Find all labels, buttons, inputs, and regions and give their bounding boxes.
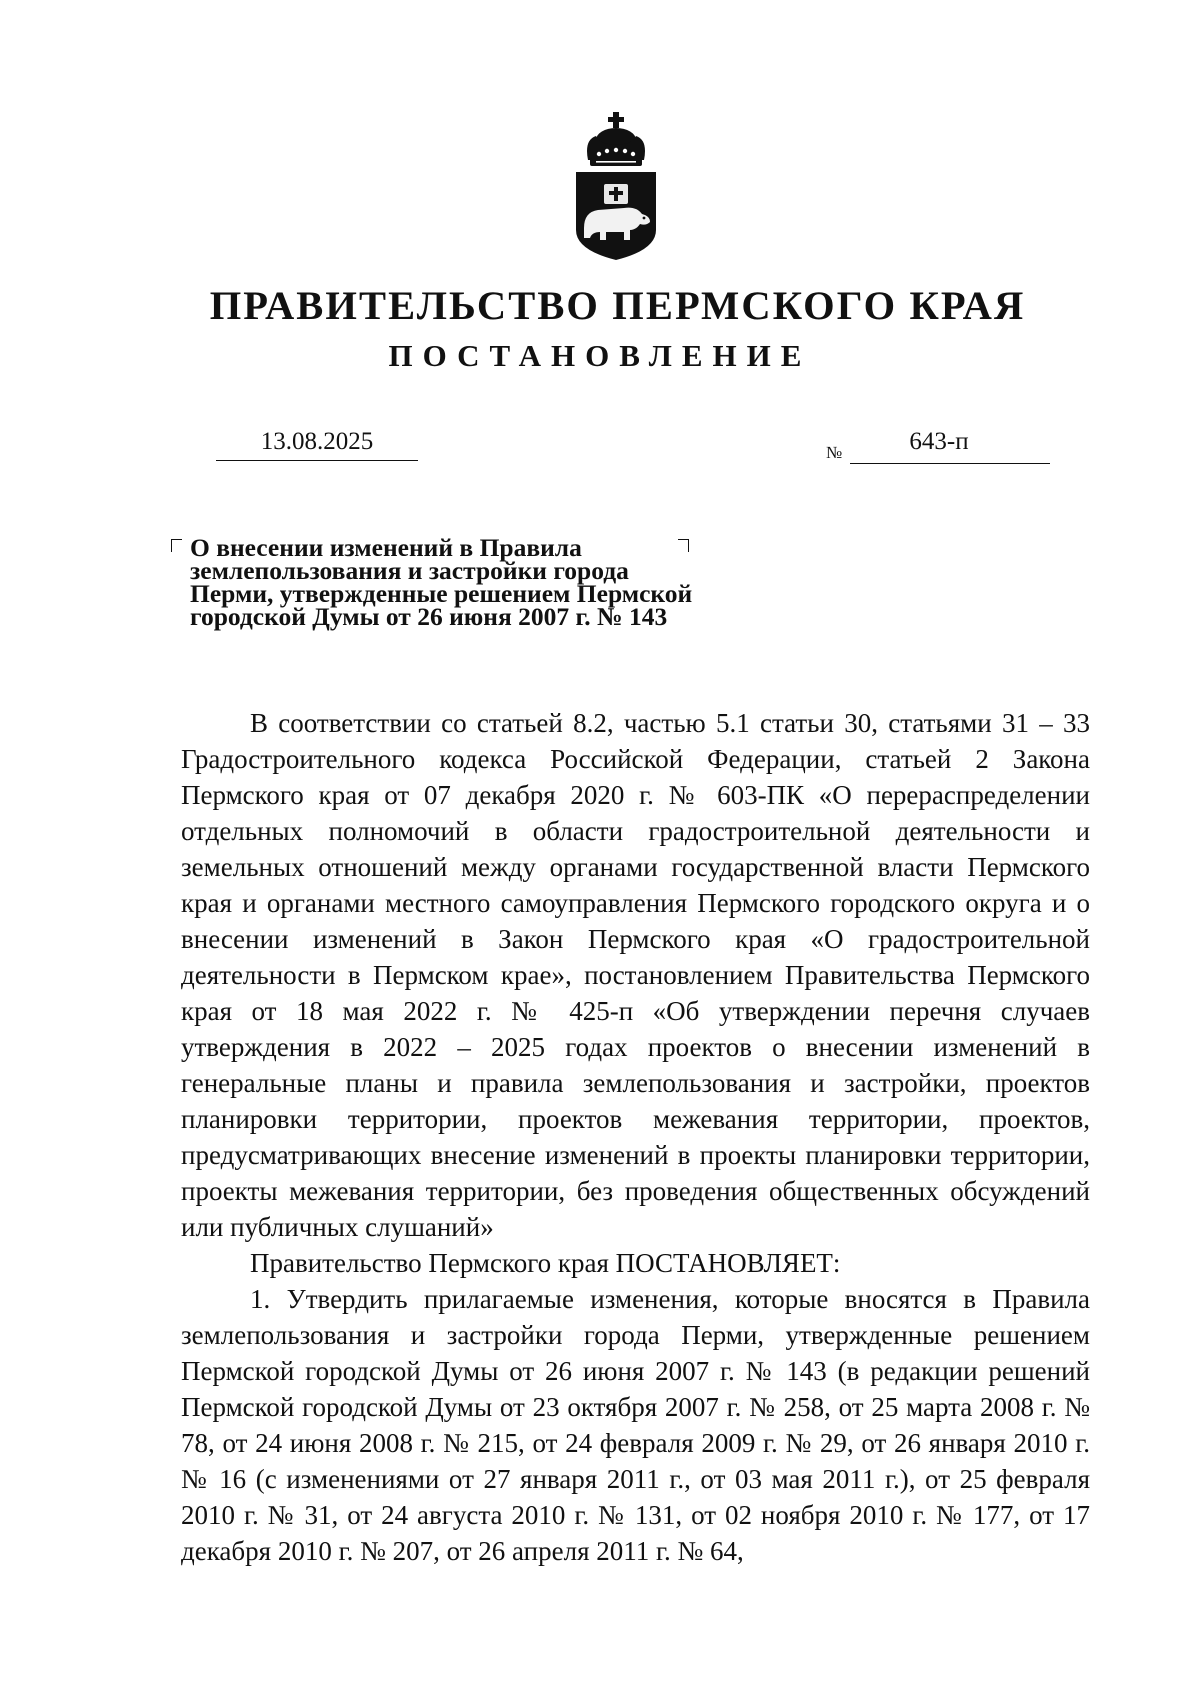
- document-type-title: ПОСТАНОВЛЕНИЕ: [388, 338, 812, 373]
- subject-corner-left: [171, 539, 182, 552]
- government-title: ПРАВИТЕЛЬСТВО ПЕРМСКОГО КРАЯ: [209, 283, 1026, 328]
- document-number: 643-п: [850, 421, 1050, 464]
- subject-line: Перми, утвержденные решением Пермской: [190, 579, 693, 608]
- perm-krai-coat-of-arms-icon: [566, 110, 666, 262]
- subject-line: землепользования и застройки города: [190, 556, 629, 585]
- item-1-paragraph: 1. Утвердить прилагаемые изменения, которые вносятся в Правила землепользования и застройки города Перми, утвержденные решением Пермской городской Думы от 26 июня 2007 г. № 143 (в редакции решений Пермской городской Думы от 23 октября 2007 г. № 258, от 25 марта 2008 г. № 78, от 24 июня 2008 г. № 215, от 24 февраля 2009 г. № 29, от 26 января 2010 г. № 16 (с изменениями от 27 января 2011 г., от 03 мая 2011 г.), от 25 февраля 2010 г. № 31, от 24 августа 2010 г. № 131, от 02 ноября 2010 г. № 177, от 17 декабря 2010 г. № 207, от 26 апреля 2011 г. № 64,: [181, 1284, 1090, 1566]
- number-sign: №: [826, 443, 843, 462]
- subject-line: О внесении изменений в Правила: [190, 533, 582, 562]
- document-subject: [190, 533, 790, 631]
- decree-paragraph: Правительство Пермского края ПОСТАНОВЛЯЕТ:: [250, 1248, 841, 1278]
- document-date: 13.08.2025: [216, 424, 418, 461]
- preamble-paragraph: В соответствии со статьей 8.2, частью 5.1 статьи 30, статьями 31 – 33 Градостроительного кодекса Российской Федерации, статьей 2 Закона Пермского края от 07 декабря 2020 г. № 603-ПК «О перераспределении отдельных полномочий в области градостроительной деятельности и земельных отношений между органами государственной власти Пермского края и органами местного самоуправления Пермского городского округа и о внесении изменений в Закон Пермского края «О градостроительной деятельности в Пермском крае», постановлением Правительства Пермского края от 18 мая 2022 г. № 425-п «Об утверждении перечня случаев утверждения в 2022 – 2025 годах проектов о внесении изменений в генеральные планы и правила землепользования и застройки, проектов планировки территории, проектов межевания территории, проектов, предусматривающих внесение изменений в проекты планировки территории, проекты межевания территории, без проведения общественных обсуждений или публичных слушаний»: [181, 708, 1090, 1242]
- document-body: [181, 705, 1090, 1569]
- subject-line: городской Думы от 26 июня 2007 г. № 143: [190, 602, 668, 631]
